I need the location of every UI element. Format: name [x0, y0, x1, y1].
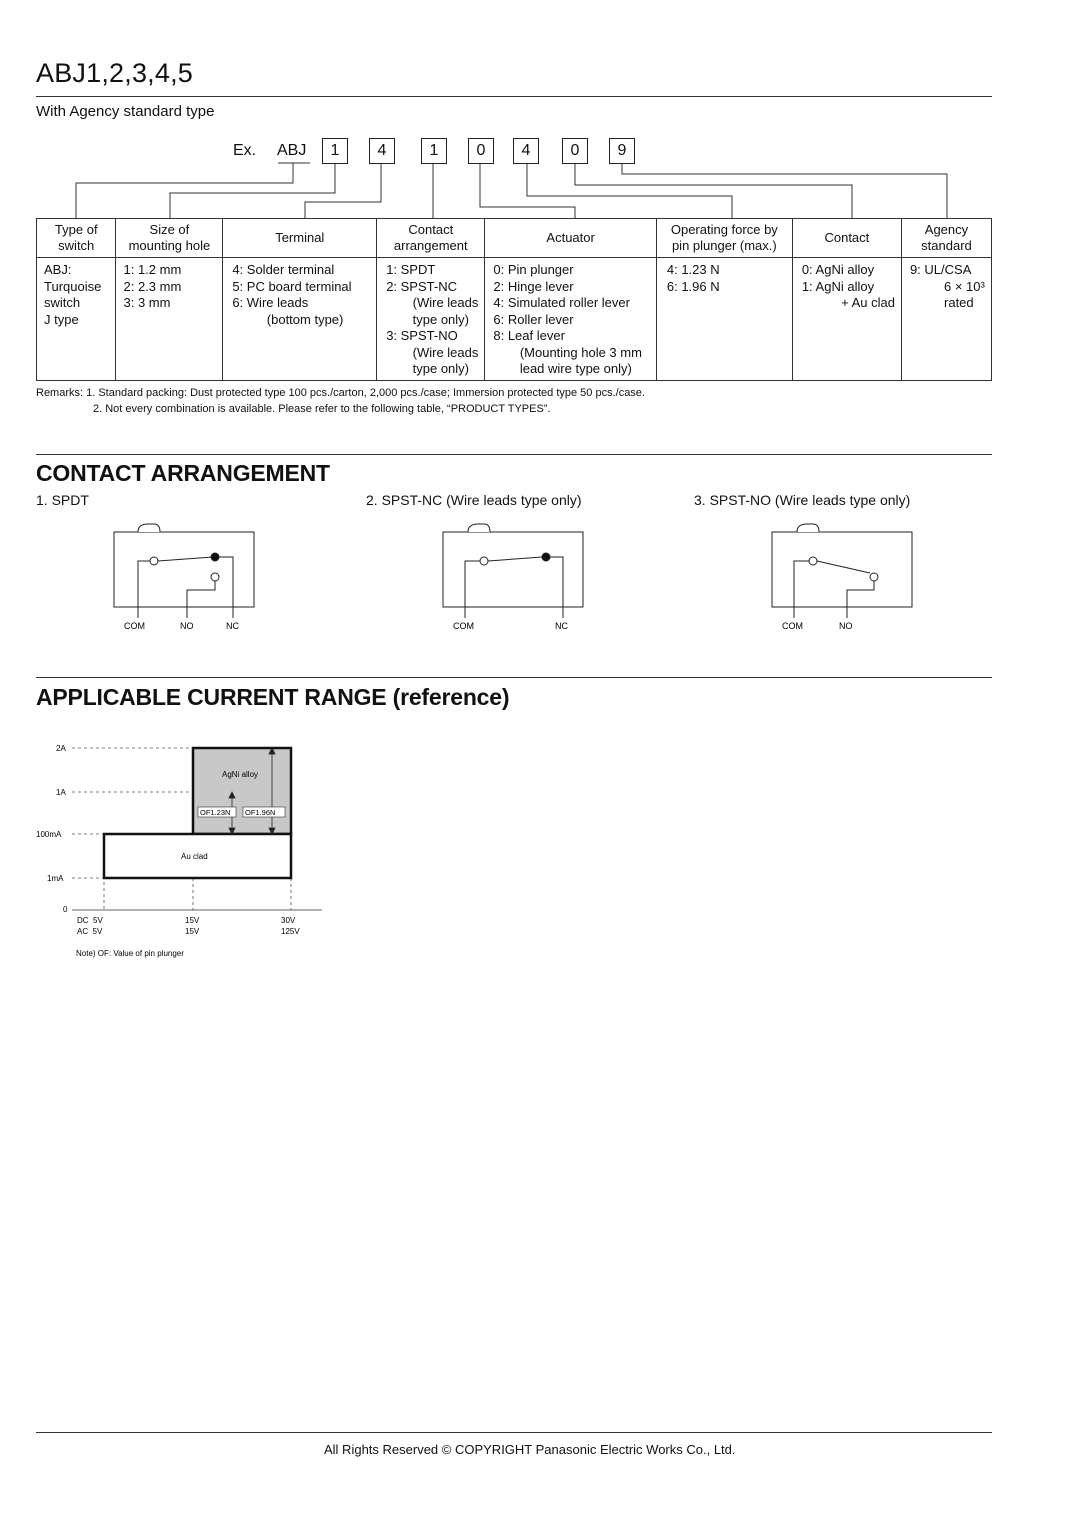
header-terminal: Terminal	[223, 219, 377, 258]
code-digit-6: 0	[562, 138, 588, 164]
cell-type: ABJ: Turquoise switch J type	[37, 258, 116, 381]
code-digit-4: 0	[468, 138, 494, 164]
contact-arrangement-heading: CONTACT ARRANGEMENT	[36, 460, 330, 486]
header-operating-force: Operating force by pin plunger (max.)	[656, 219, 792, 258]
spdt-terminal-com: COM	[124, 621, 145, 631]
ordering-subtitle: With Agency standard type	[36, 103, 215, 120]
footer-divider	[36, 1432, 992, 1433]
y-tick-0: 0	[63, 905, 68, 914]
cell-contact-arrangement: 1: SPDT 2: SPST-NC (Wire leads type only) 3: SPST-NO (Wire leads type only)	[377, 258, 485, 381]
au-clad-label: Au clad	[181, 852, 208, 861]
section-divider-contact	[36, 454, 992, 455]
x-dc-30v: 30V	[281, 916, 296, 925]
spst-no-terminal-no: NO	[839, 621, 853, 631]
header-mounting-hole: Size of mounting hole	[116, 219, 223, 258]
y-tick-1a: 1A	[56, 788, 66, 797]
copyright-footer: All Rights Reserved © COPYRIGHT Panasonic Electric Works Co., Ltd.	[324, 1442, 736, 1457]
table-header-row	[37, 219, 992, 258]
example-label: Ex.	[233, 142, 257, 159]
header-type: Type of switch	[37, 219, 116, 258]
spst-nc-title: 2. SPST-NC (Wire leads type only)	[366, 492, 582, 508]
spdt-title: 1. SPDT	[36, 492, 89, 508]
remarks	[36, 385, 645, 417]
spst-nc-terminal-com: COM	[453, 621, 474, 631]
code-digit-5: 4	[513, 138, 539, 164]
chart-note: Note) OF: Value of pin plunger	[76, 949, 184, 958]
of-1-23-label: OF1.23N	[200, 808, 231, 817]
table-row	[37, 258, 992, 381]
section-divider-current	[36, 677, 992, 678]
y-tick-100ma: 100mA	[36, 830, 62, 839]
cell-mounting-hole: 1: 1.2 mm 2: 2.3 mm 3: 3 mm	[116, 258, 223, 381]
cell-operating-force: 4: 1.23 N 6: 1.96 N	[656, 258, 792, 381]
header-contact-arrangement: Contact arrangement	[377, 219, 485, 258]
header-actuator: Actuator	[485, 219, 657, 258]
spdt-diagram	[110, 520, 260, 635]
cell-contact: 0: AgNi alloy 1: AgNi alloy + Au clad	[792, 258, 901, 381]
y-tick-1ma: 1mA	[47, 874, 64, 883]
spst-nc-terminal-nc: NC	[555, 621, 568, 631]
remark-1: Remarks: 1. Standard packing: Dust protected type 100 pcs./carton, 2,000 pcs./case; Immersion protected type 50 pcs./case.	[36, 387, 645, 399]
spdt-terminal-nc: NC	[226, 621, 239, 631]
remark-2: 2. Not every combination is available. Please refer to the following table, “PRODUCT TYPES”.	[93, 403, 551, 415]
spst-no-terminal-com: COM	[782, 621, 803, 631]
current-range-chart	[30, 735, 350, 970]
cell-terminal: 4: Solder terminal 5: PC board terminal 6: Wire leads (bottom type)	[223, 258, 377, 381]
of-1-96-label: OF1.96N	[245, 808, 276, 817]
code-digit-1: 1	[322, 138, 348, 164]
header-contact: Contact	[792, 219, 901, 258]
code-digit-2: 4	[369, 138, 395, 164]
current-range-heading: APPLICABLE CURRENT RANGE (reference)	[36, 684, 510, 710]
code-digit-7: 9	[609, 138, 635, 164]
agni-alloy-label: AgNi alloy	[222, 770, 259, 779]
x-ac-5v: AC 5V	[77, 927, 103, 936]
cell-agency: 9: UL/CSA 6 × 10³ rated	[901, 258, 991, 381]
spst-no-diagram	[769, 520, 919, 635]
spst-no-title: 3. SPST-NO (Wire leads type only)	[694, 492, 911, 508]
code-connector-lines	[0, 0, 1080, 220]
page-title: ABJ1,2,3,4,5	[36, 58, 194, 88]
agni-alloy-region	[193, 748, 291, 834]
ordering-table	[36, 218, 992, 381]
x-ac-15v: 15V	[185, 927, 200, 936]
spst-nc-diagram	[440, 520, 590, 635]
header-agency: Agency standard	[901, 219, 991, 258]
spdt-terminal-no: NO	[180, 621, 194, 631]
y-tick-2a: 2A	[56, 744, 66, 753]
x-dc-5v: DC 5V	[77, 916, 103, 925]
x-ac-125v: 125V	[281, 927, 300, 936]
cell-actuator: 0: Pin plunger 2: Hinge lever 4: Simulated roller lever 6: Roller lever 8: Leaf lever (Mounting hole 3 mm lead wire type only)	[485, 258, 657, 381]
example-prefix: ABJ	[277, 142, 307, 159]
code-digit-3: 1	[421, 138, 447, 164]
x-dc-15v: 15V	[185, 916, 200, 925]
